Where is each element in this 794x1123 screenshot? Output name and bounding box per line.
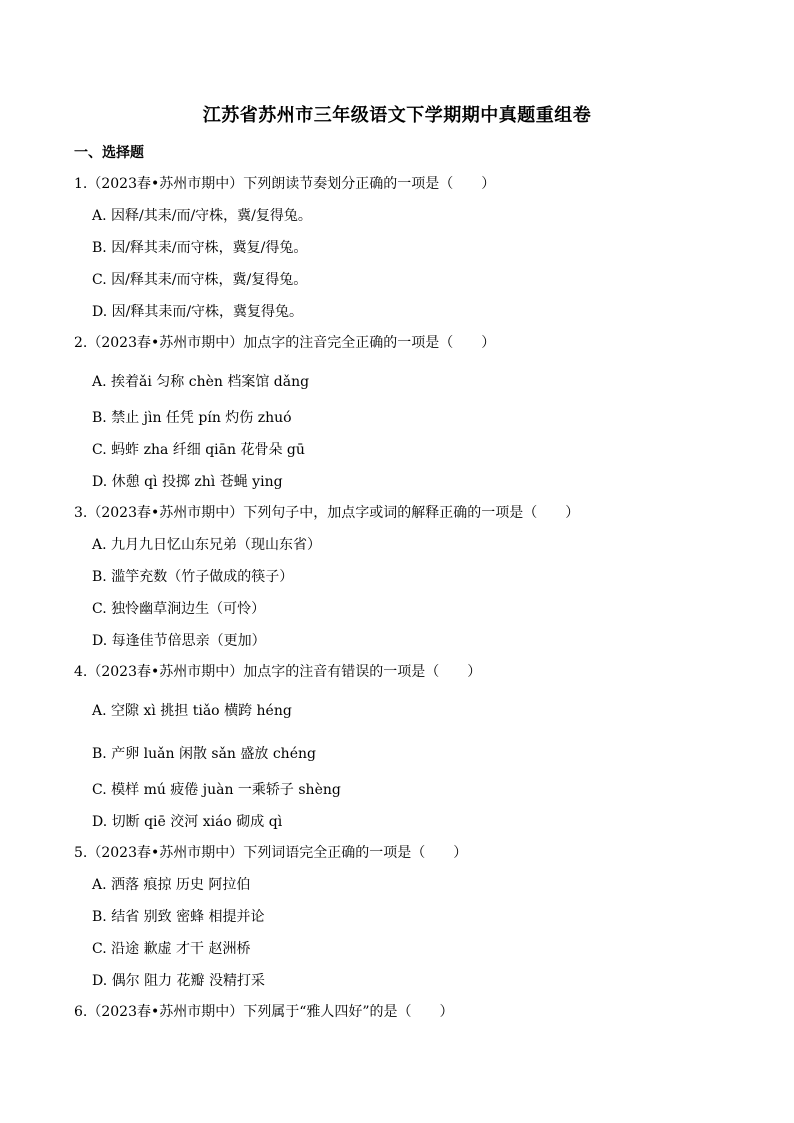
question-4-stem: 4.（2023春•苏州市期中）加点字的注音有错误的一项是（ ） (74, 664, 482, 680)
question-3-option-c: C. 独怜幽草涧边生（可怜） (92, 601, 266, 617)
question-5-option-b: B. 结省 别致 密蜂 相提并论 (92, 909, 265, 925)
question-3-option-a: A. 九月九日忆山东兄弟（现山东省） (92, 537, 322, 553)
question-5-stem: 5.（2023春•苏州市期中）下列词语完全正确的一项是（ ） (74, 845, 468, 861)
question-2-option-a: A. 挨着ǎi 匀称 chèn 档案馆 dǎng (92, 374, 310, 390)
question-1-option-c: C. 因/释其耒/而守株，冀/复得兔。 (92, 272, 308, 288)
question-5-option-d: D. 偶尔 阻力 花瓣 没精打采 (92, 973, 265, 989)
question-2-option-b: B. 禁止 jìn 任凭 pín 灼伤 zhuó (92, 410, 292, 426)
question-1-option-a: A. 因释/其耒/而/守株，冀/复得兔。 (92, 208, 312, 224)
question-1-option-d: D. 因/释其耒而/守株，冀复得兔。 (92, 304, 304, 320)
question-3-option-b: B. 滥竽充数（竹子做成的筷子） (92, 569, 294, 585)
question-2-option-d: D. 休憩 qì 投掷 zhì 苍蝇 ying (92, 474, 283, 490)
section-heading: 一、选择题 (74, 145, 144, 161)
question-4-option-d: D. 切断 qiē 洨河 xiáo 砌成 qì (92, 814, 283, 830)
question-3-option-d: D. 每逢佳节倍思亲（更加） (92, 633, 266, 649)
question-1-stem: 1.（2023春•苏州市期中）下列朗读节奏划分正确的一项是（ ） (74, 176, 496, 192)
question-4-option-c: C. 模样 mú 疲倦 juàn 一乘轿子 shèng (92, 782, 341, 798)
question-3-stem: 3.（2023春•苏州市期中）下列句子中，加点字或词的解释正确的一项是（ ） (74, 505, 580, 521)
question-4-option-a: A. 空隙 xì 挑担 tiǎo 横跨 héng (92, 703, 292, 719)
question-1-option-b: B. 因/释其耒/而守株，冀复/得兔。 (92, 240, 308, 256)
question-2-stem: 2.（2023春•苏州市期中）加点字的注音完全正确的一项是（ ） (74, 335, 496, 351)
question-6-stem: 6.（2023春•苏州市期中）下列属于“雅人四好”的是（ ） (74, 1004, 454, 1020)
question-4-option-b: B. 产卵 luǎn 闲散 sǎn 盛放 chéng (92, 746, 316, 762)
page-title: 江苏省苏州市三年级语文下学期期中真题重组卷 (202, 105, 592, 126)
question-5-option-c: C. 沿途 歉虚 才干 赵洲桥 (92, 941, 251, 957)
question-2-option-c: C. 蚂蚱 zha 纤细 qiān 花骨朵 gū (92, 442, 305, 458)
question-5-option-a: A. 洒落 痕掠 历史 阿拉伯 (92, 877, 251, 893)
